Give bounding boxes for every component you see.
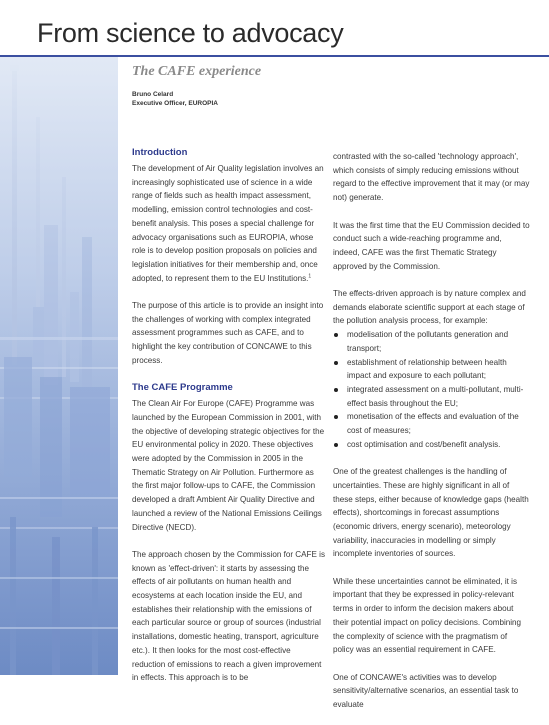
right-paragraph-1: contrasted with the so-called 'technology approach', which consists of simply reducing emissions without regard to the effective improvement that it may (or may not) generate.: [333, 152, 530, 203]
right-paragraph-3: The effects-driven approach is by nature complex and demands elaborate scientific support at each stage of the pollution analysis process, for example:: [333, 289, 526, 326]
list-item: monetisation of the effects and evaluation of the cost of measures;: [333, 410, 530, 437]
cafe-paragraph-2: The approach chosen by the Commission for CAFE is known as 'effect-driven': it starts by assessing the effects of air pollutants on human health and ecosystems at each location inside the EU, and establishes their relationship with the emissions of each particular source or group of sources (industrial installations, domestic heating, transport, agriculture etc.). It then looks for the most cost-effective reduction of emissions to reach a given improvement in effects. This approach is to be: [132, 549, 325, 683]
article-subtitle: The CAFE experience: [132, 64, 262, 79]
analysis-bullet-list: [333, 328, 530, 451]
intro-paragraph-2: The purpose of this article is to provide an insight into the challenges of working with complex integrated assessment programmes such as CAFE, and to highlight the key contribution of CONCAWE to this process.: [132, 301, 324, 365]
right-paragraph-5: While these uncertainties cannot be eliminated, it is important that they be expressed in policy-relevant terms in order to inform the decision makers about their potential impact on policy decisions. Combining the complexity of science with the pragmatism of policy was an essential requirement in CAFE.: [333, 576, 522, 655]
list-item: modelisation of the pollutants generation and transport;: [333, 328, 530, 355]
refinery-illustration: [0, 57, 118, 675]
right-paragraph-4: One of the greatest challenges is the handling of uncertainties. These are highly significant in all of these steps, either because of knowledge gaps (health effects), shortcomings in forecast assumptions (economic drivers, energy scenario), meteorology variability, inaccuracies in modelling or simply incomplete inventories of sources.: [333, 467, 529, 559]
cafe-heading: The CAFE Programme: [132, 382, 233, 394]
footnote-marker: 1: [308, 272, 312, 279]
right-paragraph-6: One of CONCAWE's activities was to develop sensitivity/alternative scenarios, an essential task to evaluate: [333, 672, 519, 710]
author-block: [132, 90, 218, 108]
right-paragraph-2: It was the first time that the EU Commission decided to conduct such a wide-reaching programme and, indeed, CAFE was the first Thematic Strategy approved by the Commission.: [333, 220, 530, 271]
refinery-photo: [0, 57, 118, 675]
intro-heading: Introduction: [132, 147, 188, 158]
author-name: Bruno Celard: [132, 91, 174, 98]
page-title: From science to advocacy: [37, 18, 344, 48]
list-item: establishment of relationship between health impact and exposure to each pollutant;: [333, 356, 530, 383]
right-column: [333, 150, 530, 725]
intro-paragraph-1-text: The development of Air Quality legislation involves an increasingly sophisticated use of science in a wide range of fields such as health impact assessment, modelling, emission control technologies and cost-benefit analysis. This poses a special challenge for advocacy organisations such as EUROPIA, whose role is to develop position proposals on policies and legislation initiatives for their membership and, once adopted, to represent them to the EU Institutions.: [132, 164, 324, 283]
author-role: Executive Officer, EUROPIA: [132, 100, 218, 107]
list-item: integrated assessment on a multi-pollutant, multi-effect basis throughout the EU;: [333, 383, 530, 410]
left-column: [132, 146, 325, 699]
list-item: cost optimisation and cost/benefit analysis.: [333, 438, 530, 452]
intro-paragraph-1: [132, 162, 325, 285]
cafe-paragraph-1: The Clean Air For Europe (CAFE) Programme was launched by the European Commission in 2001, with the objective of developing strategic objectives for the EU environmental policy in 2020. These objectives were adopted by the Commission in 2005 in the Thematic Strategy on Air Pollution. Furthermore as the first major follow-ups to CAFE, the Commission developed a draft Ambient Air Quality Directive and launched a review of the National Emissions Ceilings Directive (NECD).: [132, 399, 325, 532]
